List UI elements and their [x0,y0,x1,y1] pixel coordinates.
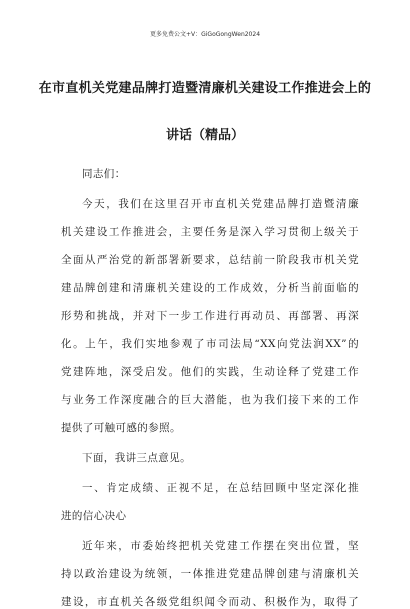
paragraph-line: 党建阵地，深受启发。他们的实践，生动诠释了党建工作 [61,366,359,378]
paragraph-line: 持以政治建设为统领，一体推进党建品牌创建与清廉机关 [61,568,359,580]
paragraph-line: 近年来，市委始终把机关党建工作摆在突出位置，坚 [82,540,359,552]
paragraph-line: 机关建设工作推进会，主要任务是深入学习贯彻上级关于 [61,226,359,238]
paragraph-line: 建设，市直机关各级党组织闻令而动、积极作为，取得了 [61,596,359,608]
paragraph-line: 提供了可触可感的参照。 [61,422,181,434]
paragraph-line: 与业务工作深度融合的巨大潜能，也为我们接下来的工作 [61,394,359,406]
paragraph: 下面，我讲三点意见。 [82,452,191,464]
paragraph-line: 化。上午，我们实地参观了市司法局“XX向党法润XX”的 [61,338,359,350]
paragraph-line: 今天，我们在这里召开市直机关党建品牌打造暨清廉 [82,198,359,210]
document-subtitle: 讲话（精品） [165,128,244,143]
paragraph-line: 形势和挑战，并对下一步工作进行再动员、再部署、再深 [61,310,359,322]
salutation: 同志们： [82,168,126,180]
header-note: 更多免费公文+V：GiGoGongWen2024 [149,31,261,38]
section-heading-line: 一、肯定成绩、正视不足，在总结回顾中坚定深化推 [82,482,359,494]
paragraph-line: 建品牌创建和清廉机关建设的工作成效，分析当前面临的 [61,282,359,294]
paragraph-line: 全面从严治党的新部署新要求，总结前一阶段我市机关党 [61,254,359,266]
document-title: 在市直机关党建品牌打造暨清廉机关建设工作推进会上的 [38,81,372,96]
section-heading-line: 进的信心决心 [61,510,127,522]
